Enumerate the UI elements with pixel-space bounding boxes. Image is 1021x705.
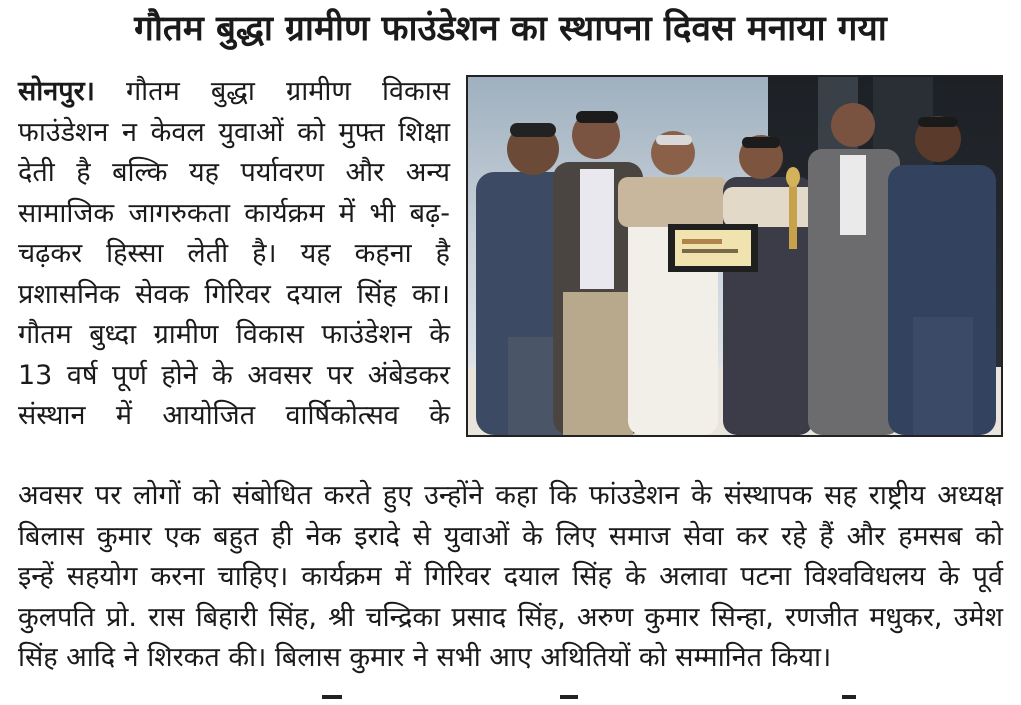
event-photo [466, 75, 1003, 437]
article-line: 13 वर्ष पूर्ण होने के अवसर पर अंबेडकर [18, 359, 450, 391]
article-line: देती है बल्कि यह पर्यावरण और अन्य [18, 157, 450, 188]
person-5 [808, 103, 900, 435]
article-full-width-text [18, 476, 1003, 679]
article-line: सिंह आदि ने शिरकत की। बिलास कुमार ने सभी आए अथितियों को सम्मानित किया। [18, 642, 832, 673]
article-line: बिलास कुमार एक बहुत ही नेक इरादे से युवाओं के लिए समाज सेवा कर रहे हैं और हमसब को [18, 520, 1003, 552]
article-line-text: गौतम बुद्धा ग्रामीण विकास [94, 76, 450, 107]
article-column-text [18, 72, 450, 437]
article-line [18, 72, 450, 113]
dateline: सोनपुर। [18, 76, 95, 107]
article-line: प्रशासनिक सेवक गिरिवर दयाल सिंह का। [18, 278, 450, 310]
cut-off-fragment [560, 695, 578, 699]
article-line: कुलपति प्रो. रास बिहारी सिंह, श्री चन्द्रिका प्रसाद सिंह, अरुण कुमार सिन्हा, रणजीत मधुकर, उमेश [18, 601, 1003, 633]
article-line: अवसर पर लोगों को संबोधित करते हुए उन्होंने कहा कि फांउडेशन के संस्थापक सह राष्ट्रीय अध्यक्ष [18, 480, 1003, 511]
headline: गौतम बुद्धा ग्रामीण फाउंडेशन का स्थापना दिवस मनाया गया [134, 9, 887, 49]
person-4 [723, 135, 818, 435]
article-line: गौतम बुध्दा ग्रामीण विकास फाउंडेशन के [18, 319, 450, 350]
cut-off-fragment [842, 695, 856, 699]
article-line: सामाजिक जागरुकता कार्यक्रम में भी बढ़- [18, 197, 450, 229]
cut-off-fragment [322, 695, 342, 699]
article-line: फाउंडेशन न केवल युवाओं को मुफ्त शिक्षा [18, 116, 450, 148]
article-line: इन्हें सहयोग करना चाहिए। कार्यक्रम में गिरिवर दयाल सिंह के अलावा पटना विश्वविधलय के पूर्व [18, 561, 1003, 592]
event-photo-illustration [468, 77, 1001, 435]
article-line: चढ़कर हिस्सा लेती है। यह कहना है [18, 238, 450, 269]
award-plaque [668, 224, 758, 272]
article-line: संस्थान में आयोजित वार्षिकोत्सव के [18, 400, 450, 431]
cut-off-next-headline [0, 695, 1021, 705]
